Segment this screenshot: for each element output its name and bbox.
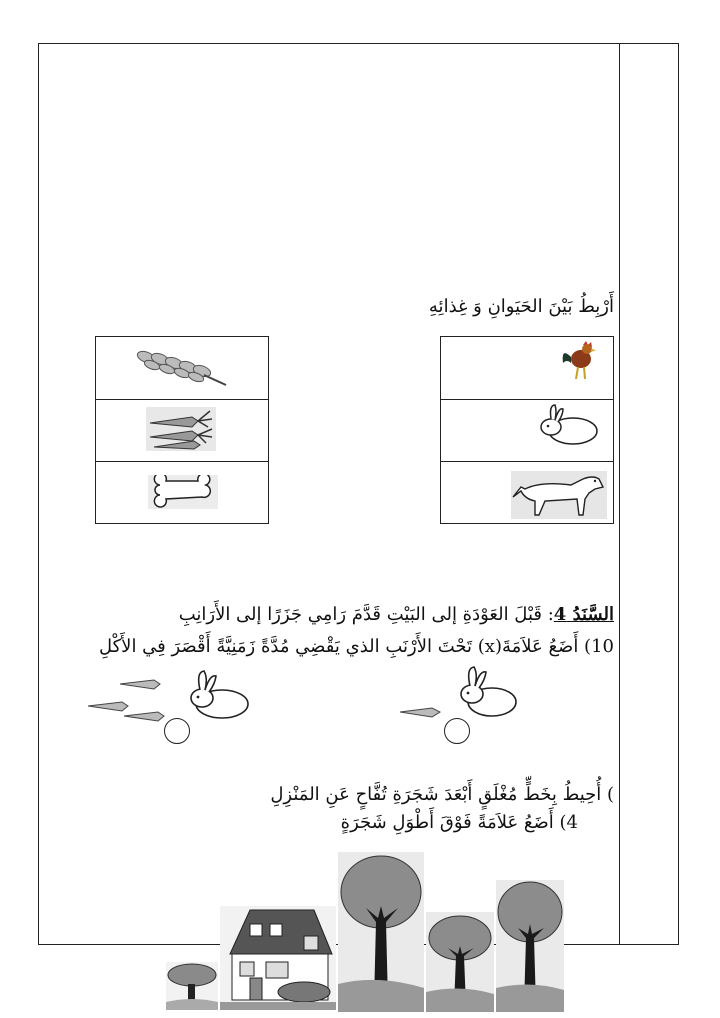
document-4-label: السَّنَدُ 4 xyxy=(553,604,614,625)
tree-medium-tall[interactable] xyxy=(496,880,564,1012)
bone-icon[interactable] xyxy=(148,475,218,509)
match-instruction: أَرْبِطُ بَيْنَ الحَيَوانِ وَ غِذائِهِ xyxy=(428,296,614,317)
trees-question-line1: ) أُحِيطُ بِخَطٍّ مُغْلَقٍ أَبْعَدَ شَجَرَةِ تُفَّاحٍ عَنِ المَنْزِلِ xyxy=(270,784,614,805)
tree-medium-short[interactable] xyxy=(426,912,494,1012)
rooster-icon[interactable] xyxy=(559,339,603,383)
margin-line xyxy=(619,43,620,945)
document-4-text: : قَبْلَ العَوْدَةِ إلى البَيْتِ قَدَّمَ رَامِي جَزَرًا إلى الأَرَانِبِ xyxy=(178,604,554,625)
tree-tallest[interactable] xyxy=(338,852,424,1012)
dog-icon[interactable] xyxy=(511,467,607,519)
rabbit-icon[interactable] xyxy=(537,403,603,447)
document-4-line xyxy=(179,604,614,625)
question-10: 10) أَضَعُ عَلاَمَةَ(x) تَحْتَ الأَرْنَبِ الذي يَقْضِي مُدَّةً زَمَنِيَّةً أَقْصَرَ فِي الأَكْلِ xyxy=(98,636,614,657)
animals-box xyxy=(440,336,614,524)
tree-small[interactable] xyxy=(166,962,218,1010)
answer-circle-right[interactable] xyxy=(444,718,470,744)
answer-circle-left[interactable] xyxy=(164,718,190,744)
wheat-icon[interactable] xyxy=(134,343,228,389)
rabbit-large xyxy=(186,668,252,722)
trees-question-line2: 4) أَضَعُ عَلاَمَةً فَوْقَ أَطْوَلِ شَجَرَةٍ xyxy=(340,812,578,833)
foods-box xyxy=(95,336,269,524)
carrots-icon[interactable] xyxy=(146,407,216,451)
carrot-single xyxy=(398,702,444,722)
house[interactable] xyxy=(220,906,336,1010)
carrot-pile-large xyxy=(86,676,168,728)
rabbit-small xyxy=(454,664,520,720)
